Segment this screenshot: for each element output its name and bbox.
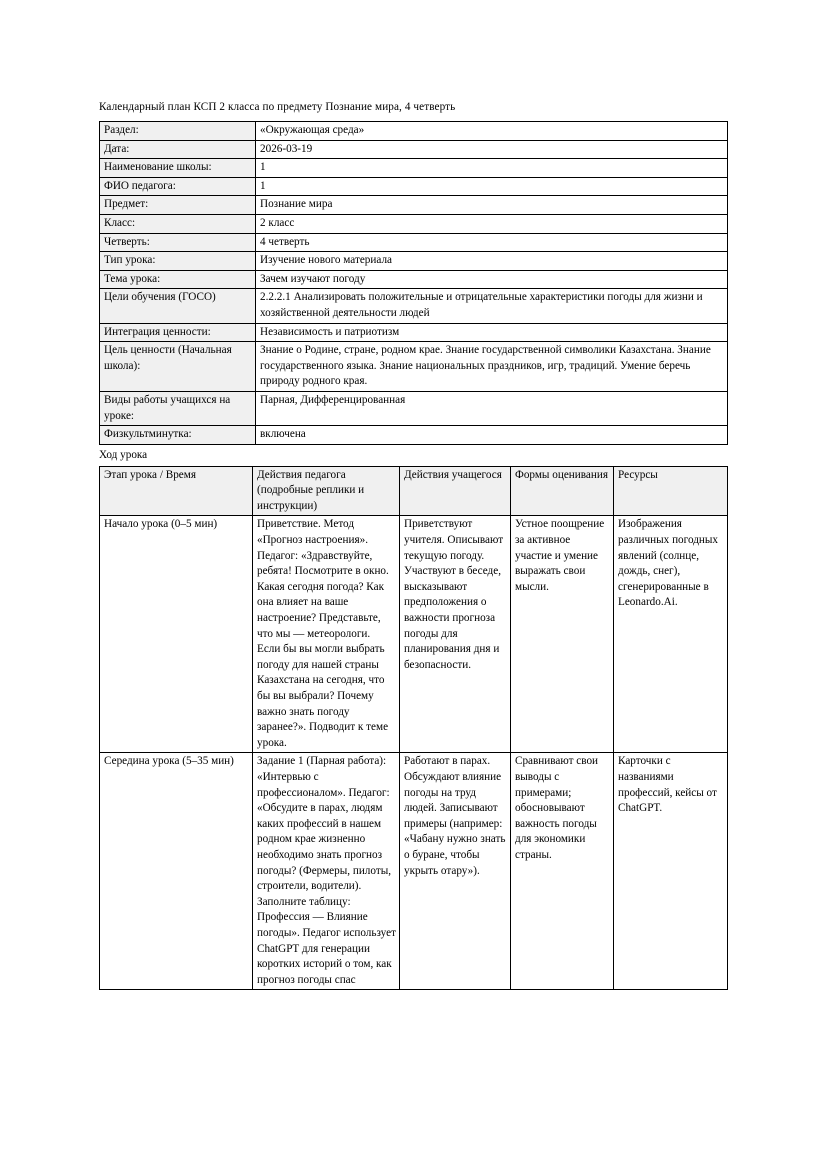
info-value-teacher: 1 xyxy=(256,177,728,196)
info-value-goals: 2.2.2.1 Анализировать положительные и отрицательные характеристики погоды для жизни и хозяйственной деятельности людей xyxy=(256,289,728,323)
lesson-info-table-body xyxy=(100,122,728,445)
cell-assessment-start: Устное поощрение за активное участие и умение выражать свои мысли. xyxy=(511,516,614,753)
table-header-row xyxy=(100,466,728,516)
info-label-class: Класс: xyxy=(100,214,256,233)
info-value-value-integration: Независимость и патриотизм xyxy=(256,323,728,342)
info-value-class: 2 класс xyxy=(256,214,728,233)
table-row xyxy=(100,289,728,323)
column-header-teacher-actions: Действия педагога (подробные реплики и инструкции) xyxy=(253,466,400,516)
info-label-lesson-topic: Тема урока: xyxy=(100,270,256,289)
table-row xyxy=(100,270,728,289)
lesson-flow-table-body xyxy=(100,516,728,990)
table-row xyxy=(100,753,728,990)
column-header-student-actions: Действия учащегося xyxy=(400,466,511,516)
table-row xyxy=(100,323,728,342)
info-label-work-types: Виды работы учащихся на уроке: xyxy=(100,391,256,425)
table-row xyxy=(100,122,728,141)
table-row xyxy=(100,159,728,178)
info-value-data: 2026-03-19 xyxy=(256,140,728,159)
lesson-info-table xyxy=(99,121,728,445)
info-value-lesson-topic: Зачем изучают погоду xyxy=(256,270,728,289)
cell-stage-middle: Середина урока (5–35 мин) xyxy=(100,753,253,990)
table-row xyxy=(100,177,728,196)
lesson-flow-heading: Ход урока xyxy=(99,448,148,461)
table-row xyxy=(100,233,728,252)
cell-student-middle: Работают в парах. Обсуждают влияние погоды на труд людей. Записывают примеры (например: «Чабану нужно знать о буране, чтобы укрыть отару»). xyxy=(400,753,511,990)
cell-student-start: Приветствуют учителя. Описывают текущую погоду. Участвуют в беседе, высказывают предположения о важности прогноза погоды для планирования дня и безопасности. xyxy=(400,516,511,753)
table-row xyxy=(100,252,728,271)
cell-resources-middle: Карточки с названиями профессий, кейсы от ChatGPT. xyxy=(614,753,728,990)
document-content xyxy=(99,99,727,990)
table-row xyxy=(100,516,728,753)
table-row xyxy=(100,140,728,159)
info-label-quarter: Четверть: xyxy=(100,233,256,252)
cell-resources-start: Изображения различных погодных явлений (солнце, дождь, снег), сгенерированные в Leonardo.Ai. xyxy=(614,516,728,753)
info-value-work-types: Парная, Дифференцированная xyxy=(256,391,728,425)
cell-teacher-start: Приветствие. Метод «Прогноз настроения». Педагог: «Здравствуйте, ребята! Посмотрите в окно. Какая сегодня погода? Как она влияет на ваше настроение? Представьте, что мы — метеорологи. Если бы вы могли выбрать погоду для нашей страны Казахстана на сегодня, что бы вы выбрали? Почему важно знать погоду заранее?». Подводит к теме урока. xyxy=(253,516,400,753)
info-value-subject: Познание мира xyxy=(256,196,728,215)
info-value-physical-break: включена xyxy=(256,426,728,445)
column-header-assessment-forms: Формы оценивания xyxy=(511,466,614,516)
column-header-stage: Этап урока / Время xyxy=(100,466,253,516)
info-label-value-goal: Цель ценности (Начальная школа): xyxy=(100,342,256,392)
cell-assessment-middle: Сравнивают свои выводы с примерами; обосновывают важность погоды для экономики страны. xyxy=(511,753,614,990)
info-label-teacher: ФИО педагога: xyxy=(100,177,256,196)
lesson-flow-table xyxy=(99,466,728,991)
cell-teacher-middle: Задание 1 (Парная работа): «Интервью с профессионалом». Педагог: «Обсудите в парах, людям каких профессий в нашем родном крае жизненно необходимо знать прогноз погоды? (Фермеры, пилоты, строители, водители). Заполните таблицу: Профессия — Влияние погоды». Педагог использует ChatGPT для генерации коротких историй о том, как прогноз погоды спас xyxy=(253,753,400,990)
table-row xyxy=(100,196,728,215)
column-header-resources: Ресурсы xyxy=(614,466,728,516)
info-label-lesson-type: Тип урока: xyxy=(100,252,256,271)
info-value-value-goal: Знание о Родине, стране, родном крае. Знание государственной символики Казахстана. Знание государственного языка. Знание национальных праздников, игр, традиций. Умение беречь природу родного края. xyxy=(256,342,728,392)
table-row xyxy=(100,342,728,392)
info-label-subject: Предмет: xyxy=(100,196,256,215)
info-value-lesson-type: Изучение нового материала xyxy=(256,252,728,271)
info-value-razdel: «Окружающая среда» xyxy=(256,122,728,141)
table-row xyxy=(100,391,728,425)
info-label-data: Дата: xyxy=(100,140,256,159)
info-value-quarter: 4 четверть xyxy=(256,233,728,252)
info-label-value-integration: Интеграция ценности: xyxy=(100,323,256,342)
page-title: Календарный план КСП 2 класса по предмету Познание мира, 4 четверть xyxy=(99,101,456,113)
info-label-goals: Цели обучения (ГОСО) xyxy=(100,289,256,323)
cell-stage-start: Начало урока (0–5 мин) xyxy=(100,516,253,753)
info-label-physical-break: Физкультминутка: xyxy=(100,426,256,445)
info-value-school: 1 xyxy=(256,159,728,178)
info-label-razdel: Раздел: xyxy=(100,122,256,141)
info-label-school: Наименование школы: xyxy=(100,159,256,178)
table-row xyxy=(100,214,728,233)
lesson-flow-table-head xyxy=(100,466,728,516)
table-row xyxy=(100,426,728,445)
